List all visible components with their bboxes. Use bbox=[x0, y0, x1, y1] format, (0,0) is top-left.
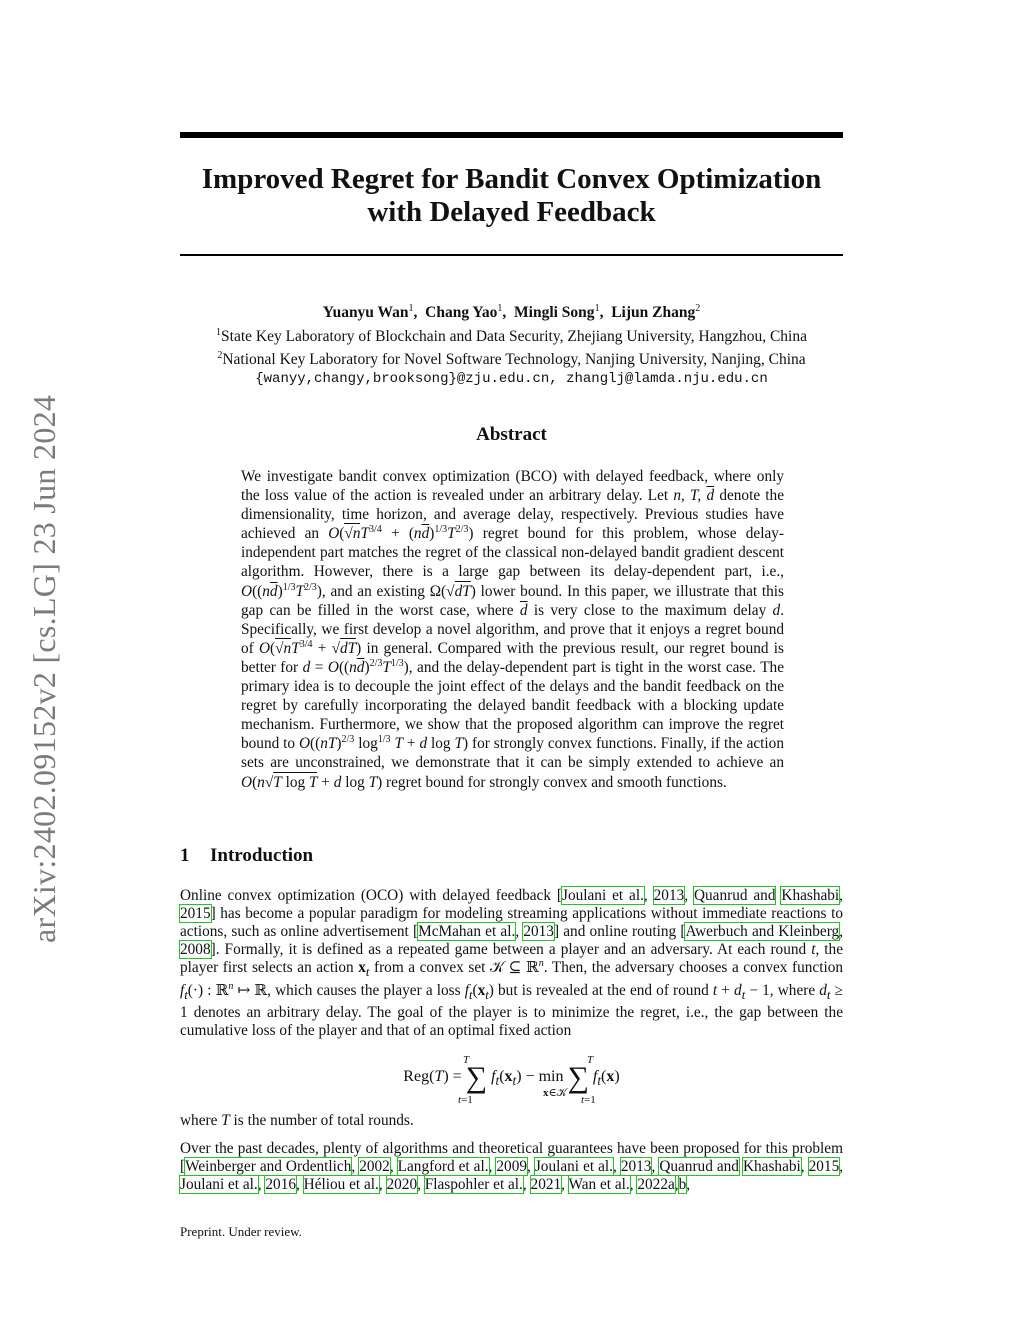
intro-paragraph-2: Over the past decades, plenty of algorithms and theoretical guarantees have been proposed for this problem [Weinberger and Ordentlich, 2002, Langford et al., 2009, Joulani et al., 2013, Quanrud and Khashabi, 2015, Joulani et al., 2016, Héliou et al., 2020, Flaspohler et al., 2021, Wan et al., 2022a,b, bbox=[180, 1140, 844, 1194]
affiliation-1: $^1$State Key Laboratory of Blockchain and Data Security, Zhejiang University, Hangzhou, China bbox=[216, 326, 807, 345]
author-name: Mingli Song bbox=[514, 304, 595, 322]
author-name: Chang Yao bbox=[425, 304, 498, 322]
citation-link[interactable]: Langford et al., 2009 bbox=[397, 1158, 527, 1176]
affiliation-mark: 1 bbox=[497, 303, 503, 314]
section-title: Introduction bbox=[210, 845, 314, 866]
citation-link[interactable]: Quanrud and Khashabi, 2015 bbox=[659, 1158, 840, 1176]
title-line-2: with Delayed Feedback bbox=[367, 196, 656, 228]
affiliation-2: $^2$National Key Laboratory for Novel Software Technology, Nanjing University, Nanjing, China bbox=[217, 350, 806, 369]
citation-link[interactable]: Wan et al., 2022a,b bbox=[568, 1176, 687, 1194]
citation-link[interactable]: Joulani et al., 2016 bbox=[180, 1176, 296, 1194]
section-heading bbox=[180, 845, 313, 867]
citation-link[interactable]: McMahan et al., 2013 bbox=[418, 923, 554, 941]
regret-equation: Reg(T) = ∑ $f_t(x_t) - \min$ ∑ $f_t(x)$ T t=1 x∈𝒦 T t=1 bbox=[403, 1054, 620, 1106]
citation-link[interactable]: Héliou et al., 2020 bbox=[303, 1176, 418, 1194]
author-names: Yuanyu Wan$^1$, Chang Yao$^1$, Mingli Song$^1$, Lijun Zhang$^2$ bbox=[322, 303, 701, 322]
page-footer: Preprint. Under review. bbox=[180, 1224, 302, 1239]
author-emails: {wanyy,changy,brooksong}@zju.edu.cn, zhanglj@lamda.nju.edu.cn bbox=[255, 370, 768, 387]
citation-link[interactable]: Awerbuch and Kleinberg, 2008 bbox=[180, 923, 844, 959]
affiliation-mark: 2 bbox=[695, 303, 701, 314]
paper-title bbox=[180, 163, 843, 229]
abstract-text: We investigate bandit convex optimization (BCO) with delayed feedback, where only the loss value of the action is revealed under an arbitrary delay. Let n, T, $\overline{d}$ denote the dimensionality, time horizon, and average delay, respectively. Previous studies have achieved an $O(√nT^{3/4} + (n\overline{d})^{1/3}T^{2/3})$ regret bound for this problem, whose delay-independent part matches the regret of the classical non-delayed bandit gradient descent algorithm. However, there is a large gap between its delay-dependent part, i.e., $O((n\overline{d})^{1/3}T^{2/3})$, and an existing Ω(√dT) lower bound. In this paper, we illustrate that this gap can be filled in the worst case, where $\overline{d}$ is very close to the maximum delay d. Specifically, we first develop a novel algorithm, and prove that it enjoys a regret bound of $O(√nT^{3/4} + √dT)$ in general. Compared with the previous result, our regret bound is better for $d = O((n\overline{d})^{2/3}T^{1/3})$, and the delay-dependent part is tight in the worst case. The primary idea is to decouple the joint effect of the delays and the bandit feedback on the regret by carefully incorporating the delayed bandit feedback with a blocking update mechanism. Furthermore, we show that the proposed algorithm can improve the regret bound to O((nT)$^{2/3}$ $\log^{1/3} T + d$ log T) for strongly convex functions. Finally, if the action sets are unconstrained, we demonstrate that it can be simply extended to achieve an O(n√T log T + d log T) regret bound for strongly convex and smooth functions. bbox=[241, 468, 785, 791]
affiliation-mark: 1 bbox=[408, 303, 414, 314]
affiliation-mark: 1 bbox=[594, 303, 600, 314]
author-name: Yuanyu Wan bbox=[322, 304, 409, 322]
arxiv-identifier: arXiv:2402.09152v2 [cs.LG] 23 Jun 2024 bbox=[26, 394, 62, 943]
citation-link[interactable]: Joulani et al., 2013 bbox=[534, 1158, 652, 1176]
citation-link[interactable]: Flaspohler et al., 2021 bbox=[424, 1176, 562, 1194]
citation-link[interactable]: Joulani et al., 2013 bbox=[562, 887, 685, 904]
citation-link[interactable]: Weinberger and Ordentlich, 2002 bbox=[185, 1158, 390, 1176]
section-number: 1 bbox=[180, 845, 190, 866]
where-clause: where T is the number of total rounds. bbox=[180, 1112, 414, 1129]
abstract-heading: Abstract bbox=[476, 424, 547, 445]
author-name: Lijun Zhang bbox=[611, 304, 696, 322]
title-top-rule bbox=[180, 132, 843, 138]
intro-paragraph-1: Online convex optimization (OCO) with delayed feedback [Joulani et al., 2013, Quanrud and Khashabi, 2015] has become a popular paradigm for modeling streaming applications without immediate reactions to actions, such as online advertisement [McMahan et al., 2013] and online routing [Awerbuch and Kleinberg, 2008]. Formally, it is defined as a repeated game between a player and an adversary. At each round t, the player first selects an action $x_t$ from a convex set 𝒦 ⊆ ℝ$^n$. Then, the adversary chooses a convex function $f_t(\cdot)$ : ℝ$^n$ ↦ ℝ, which causes the player a loss $f_t(x_t)$ but is revealed at the end of round $t + d_t - 1$, where $d_t \ge 1$ denotes an arbitrary delay. The goal of the player is to minimize the regret, i.e., the gap between the cumulative loss of the player and that of an optimal fixed action bbox=[180, 887, 844, 1039]
citation-link[interactable]: Quanrud and Khashabi, 2015 bbox=[180, 887, 843, 923]
title-bottom-rule bbox=[180, 254, 843, 256]
author-block bbox=[150, 299, 873, 389]
title-line-1: Improved Regret for Bandit Convex Optimization bbox=[201, 163, 822, 195]
